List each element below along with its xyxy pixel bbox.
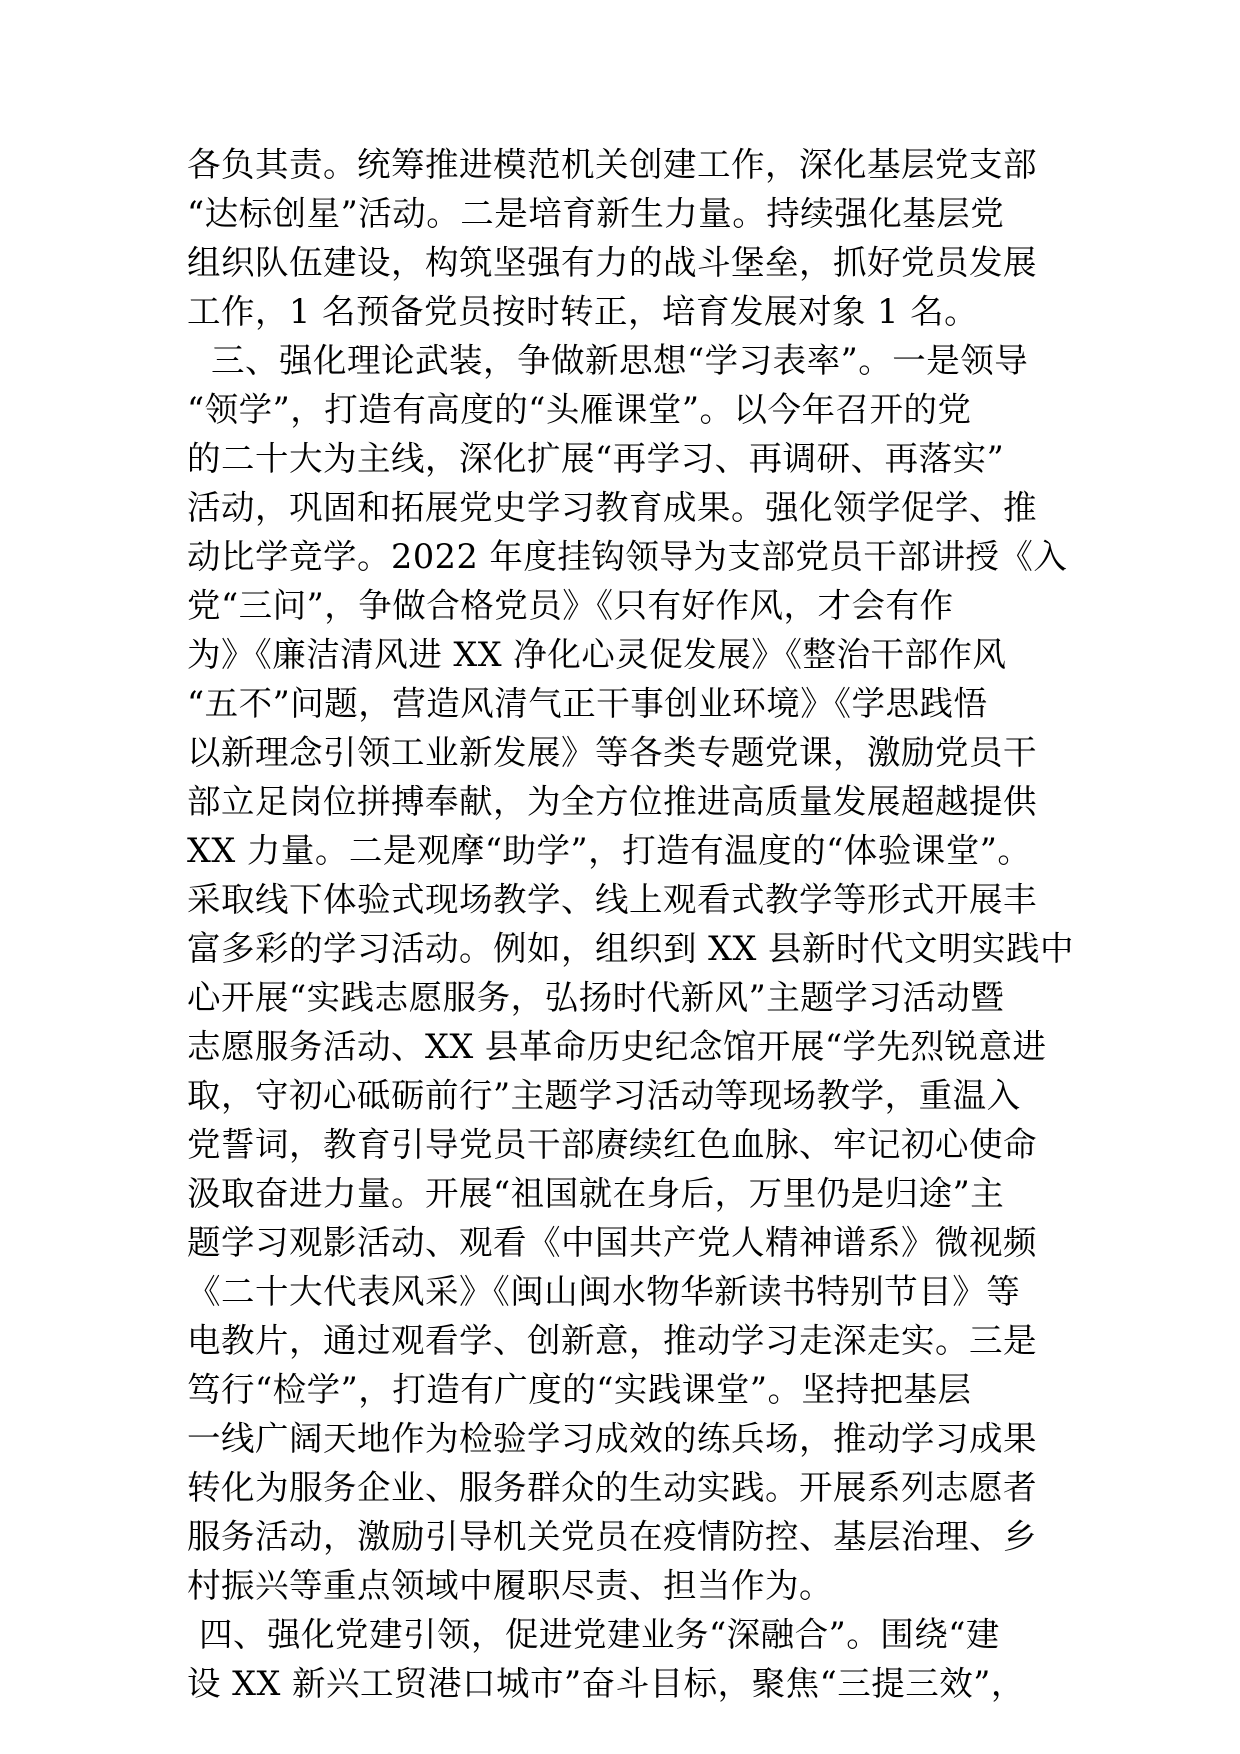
text-line: 以新理念引领工业新发展》等各类专题党课，激励党员干 [187,733,1037,772]
text-line: 各负其责。统筹推进模范机关创建工作，深化基层党支部 [187,145,1037,184]
text-line: 工作，1 名预备党员按时转正，培育发展对象 1 名。 [187,292,979,331]
section-heading-line: 四、强化党建引领，促进党建业务“深融合”。围绕“建 [199,1615,1000,1654]
text-line: 转化为服务企业、服务群众的生动实践。开展系列志愿者 [187,1468,1037,1507]
document-body-text [187,140,1074,1708]
text-line: 组织队伍建设，构筑坚强有力的战斗堡垒，抓好党员发展 [187,243,1037,282]
text-line: 汲取奋进力量。开展“祖国就在身后，万里仍是归途”主 [187,1174,1005,1213]
text-line: 动比学竞学。2022 年度挂钩领导为支部党员干部讲授《入 [187,537,1068,576]
text-line: 一线广阔天地作为检验学习成效的练兵场，推动学习成果 [187,1419,1037,1458]
text-line: 党誓词，教育引导党员干部赓续红色血脉、牢记初心使命 [187,1125,1037,1164]
text-line: “领学”，打造有高度的“头雁课堂”。以今年召开的党 [187,390,972,429]
text-line: “五不”问题，营造风清气正干事创业环境》《学思践悟 [187,684,988,723]
text-line: 《二十大代表风采》《闽山闽水物华新读书特别节目》等 [187,1272,1021,1311]
section-heading-line: 三、强化理论武装，争做新思想“学习表率”。一是领导 [211,341,1029,380]
text-line: 采取线下体验式现场教学、线上观看式教学等形式开展丰 [187,880,1037,919]
text-line: 服务活动，激励引导机关党员在疫情防控、基层治理、乡 [187,1517,1037,1556]
text-line: 的二十大为主线，深化扩展“再学习、再调研、再落实” [187,439,1005,478]
text-line: 志愿服务活动、XX 县革命历史纪念馆开展“学先烈锐意进 [187,1027,1047,1066]
text-line: 心开展“实践志愿服务，弘扬时代新风”主题学习活动暨 [187,978,1005,1017]
text-line: 设 XX 新兴工贸港口城市”奋斗目标，聚焦“三提三效”， [187,1664,1025,1703]
text-line: 党“三问”，争做合格党员》《只有好作风，才会有作 [187,586,954,625]
text-line: 电教片，通过观看学、创新意，推动学习走深走实。三是 [187,1321,1037,1360]
text-line: 村振兴等重点领域中履职尽责、担当作为。 [187,1566,833,1605]
text-line: 笃行“检学”，打造有广度的“实践课堂”。坚持把基层 [187,1370,972,1409]
text-line: 取，守初心砥砺前行”主题学习活动等现场教学，重温入 [187,1076,1021,1115]
text-line: 部立足岗位拼搏奉献，为全方位推进高质量发展超越提供 [187,782,1037,821]
text-line: 富多彩的学习活动。例如，组织到 XX 县新时代文明实践中 [187,929,1074,968]
text-line: 为》《廉洁清风进 XX 净化心灵促发展》《整治干部作风 [187,635,1007,674]
text-line: 活动，巩固和拓展党史学习教育成果。强化领学促学、推 [187,488,1037,527]
text-line: XX 力量。二是观摩“助学”，打造有温度的“体验课堂”。 [187,831,1032,870]
text-line: “达标创星”活动。二是培育新生力量。持续强化基层党 [187,194,1005,233]
text-line: 题学习观影活动、观看《中国共产党人精神谱系》微视频 [187,1223,1037,1262]
